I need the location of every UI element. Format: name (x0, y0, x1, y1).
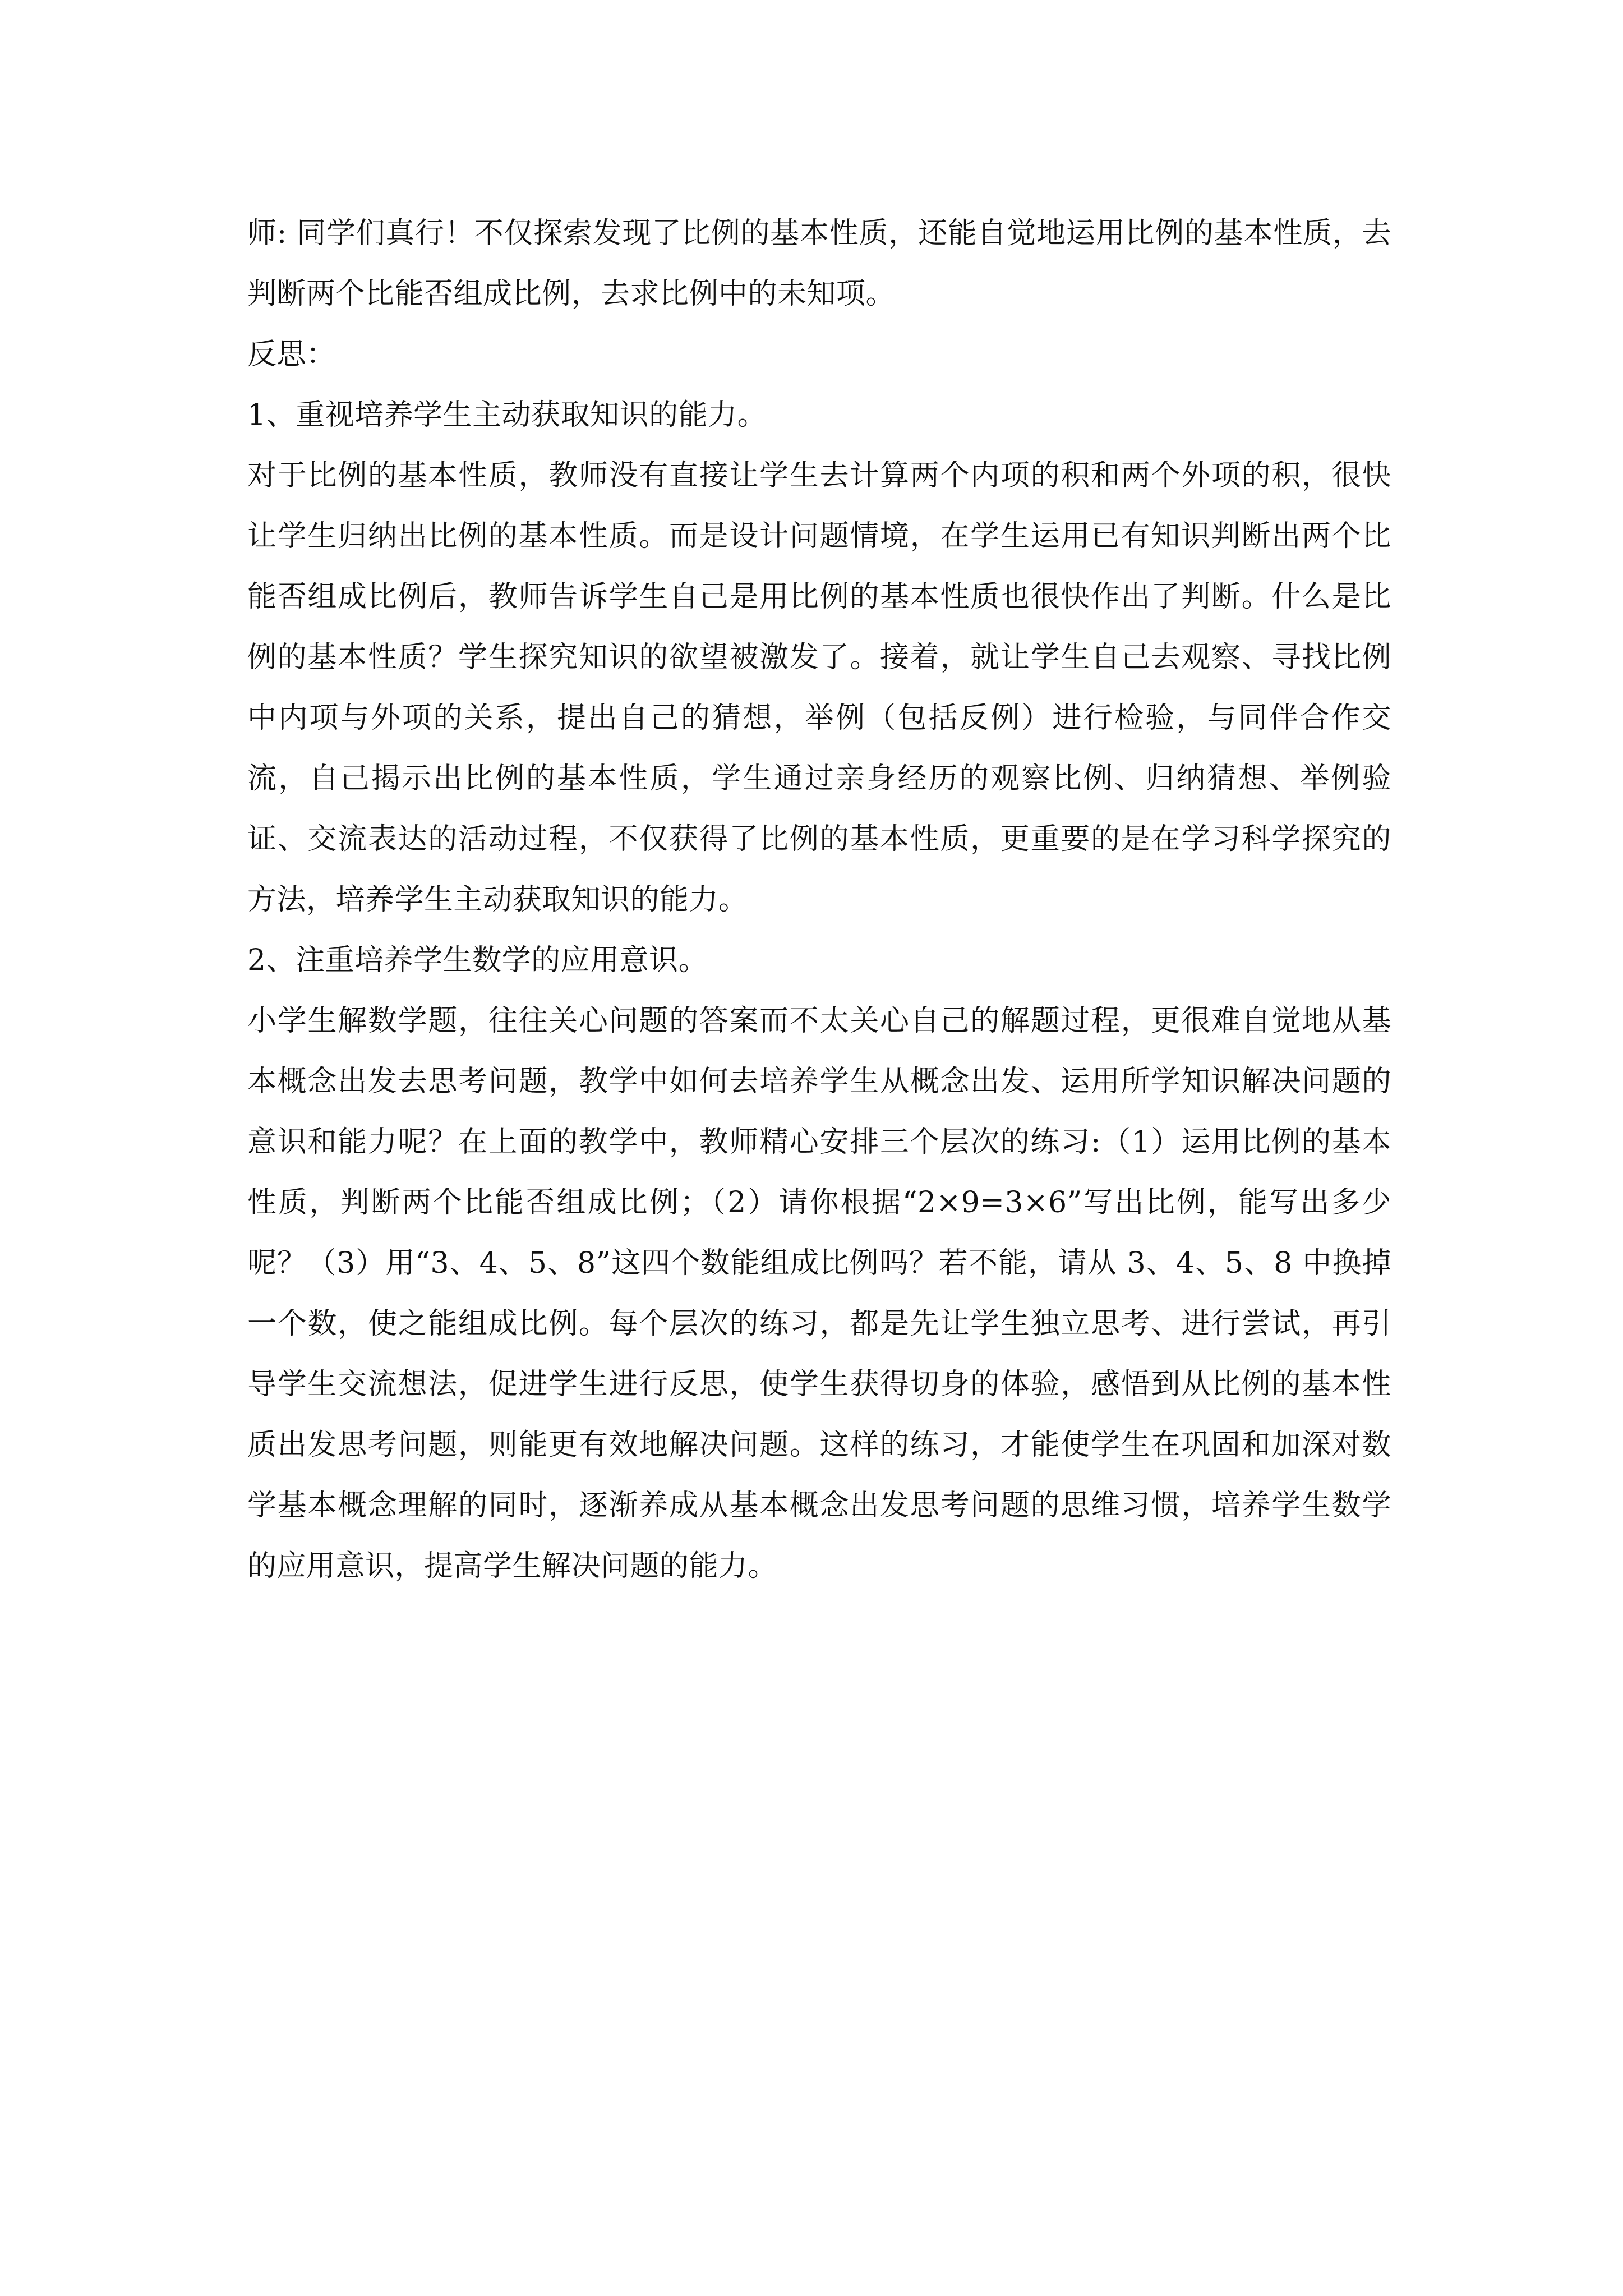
reflection-heading: 反思： (247, 338, 336, 371)
reflection-point-1-heading: 1、重视培养学生主动获取知识的能力。 (247, 398, 767, 432)
teacher-summary-paragraph: 师: 同学们真行！不仅探索发现了比例的基本性质，还能自觉地运用比例的基本性质，去判断两个比能否组成比例，去求比例中的未知项。 (247, 217, 1391, 311)
reflection-point-1-body: 对于比例的基本性质，教师没有直接让学生去计算两个内项的积和两个外项的积，很快让学生归纳出比例的基本性质。而是设计问题情境，在学生运用已有知识判断出两个比能否组成比例后，教师告诉学生自己是用比例的基本性质也很快作出了判断。什么是比例的基本性质？学生探究知识的欲望被激发了。接着，就让学生自己去观察、寻找比例中内项与外项的关系，提出自己的猜想，举例（包括反例）进行检验，与同伴合作交流，自己揭示出比例的基本性质，学生通过亲身经历的观察比例、归纳猜想、举例验证、交流表达的活动过程，不仅获得了比例的基本性质，更重要的是在学习科学探究的方法，培养学生主动获取知识的能力。 (247, 459, 1391, 917)
reflection-point-2-body: 小学生解数学题，往往关心问题的答案而不太关心自己的解题过程，更很难自觉地从基本概念出发去思考问题，教学中如何去培养学生从概念出发、运用所学知识解决问题的意识和能力呢？在上面的教学中，教师精心安排三个层次的练习:（1）运用比例的基本性质，判断两个比能否组成比例；（2）请你根据“2×9=3×6”写出比例，能写出多少呢？（3）用“3、4、5、8”这四个数能组成比例吗？若不能，请从 3、4、5、8 中换掉一个数，使之能组成比例。每个层次的练习，都是先让学生独立思考、进行尝试，再引导学生交流想法，促进学生进行反思，使学生获得切身的体验，感悟到从比例的基本性质出发思考问题，则能更有效地解决问题。这样的练习，才能使学生在巩固和加深对数学基本概念理解的同时，逐渐养成从基本概念出发思考问题的思维习惯，培养学生数学的应用意识，提高学生解决问题的能力。 (247, 1004, 1391, 1583)
document-body (247, 203, 1391, 1596)
reflection-point-2-heading: 2、注重培养学生数学的应用意识。 (247, 944, 708, 977)
